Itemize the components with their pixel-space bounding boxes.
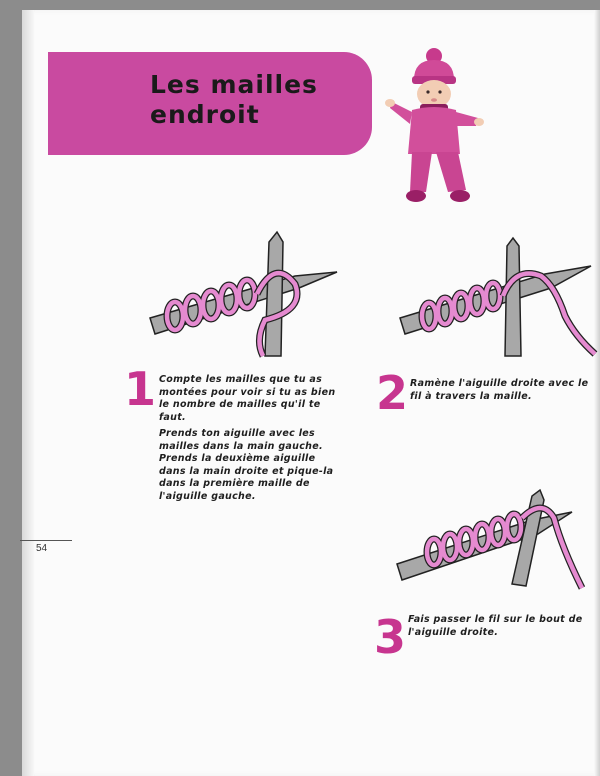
step-3-paragraph-1: Fais passer le fil sur le bout de l'aiguille droite. [408, 614, 583, 638]
knitted-doll-photo [382, 46, 486, 208]
step-2-text [410, 378, 598, 407]
page-number: 54 [36, 543, 48, 554]
step-2-illustration [395, 236, 600, 361]
step-1-number: 1 [124, 362, 157, 416]
step-1-paragraph-1: Compte les mailles que tu as montées pour voir si tu as bien le nombre de mailles qu'il te faut. [159, 374, 336, 423]
book-spine [22, 10, 34, 776]
page-title: Les mailles endroit [150, 70, 318, 129]
step-1-text [159, 374, 345, 507]
step-3-text [408, 614, 596, 643]
step-2-paragraph-1: Ramène l'aiguille droite avec le fil à travers la maille. [410, 378, 589, 402]
step-2-number: 2 [376, 366, 409, 420]
step-1-paragraph-2: Prends ton aiguille avec les mailles dans la main gauche. Prends la deuxième aiguille dans la main droite et pique-la dans la première maille de l'aiguille gauche. [159, 428, 334, 502]
page-number-rule [20, 540, 72, 541]
step-3-illustration [392, 488, 597, 598]
step-3-number: 3 [374, 610, 407, 664]
step-1-illustration [145, 230, 345, 360]
